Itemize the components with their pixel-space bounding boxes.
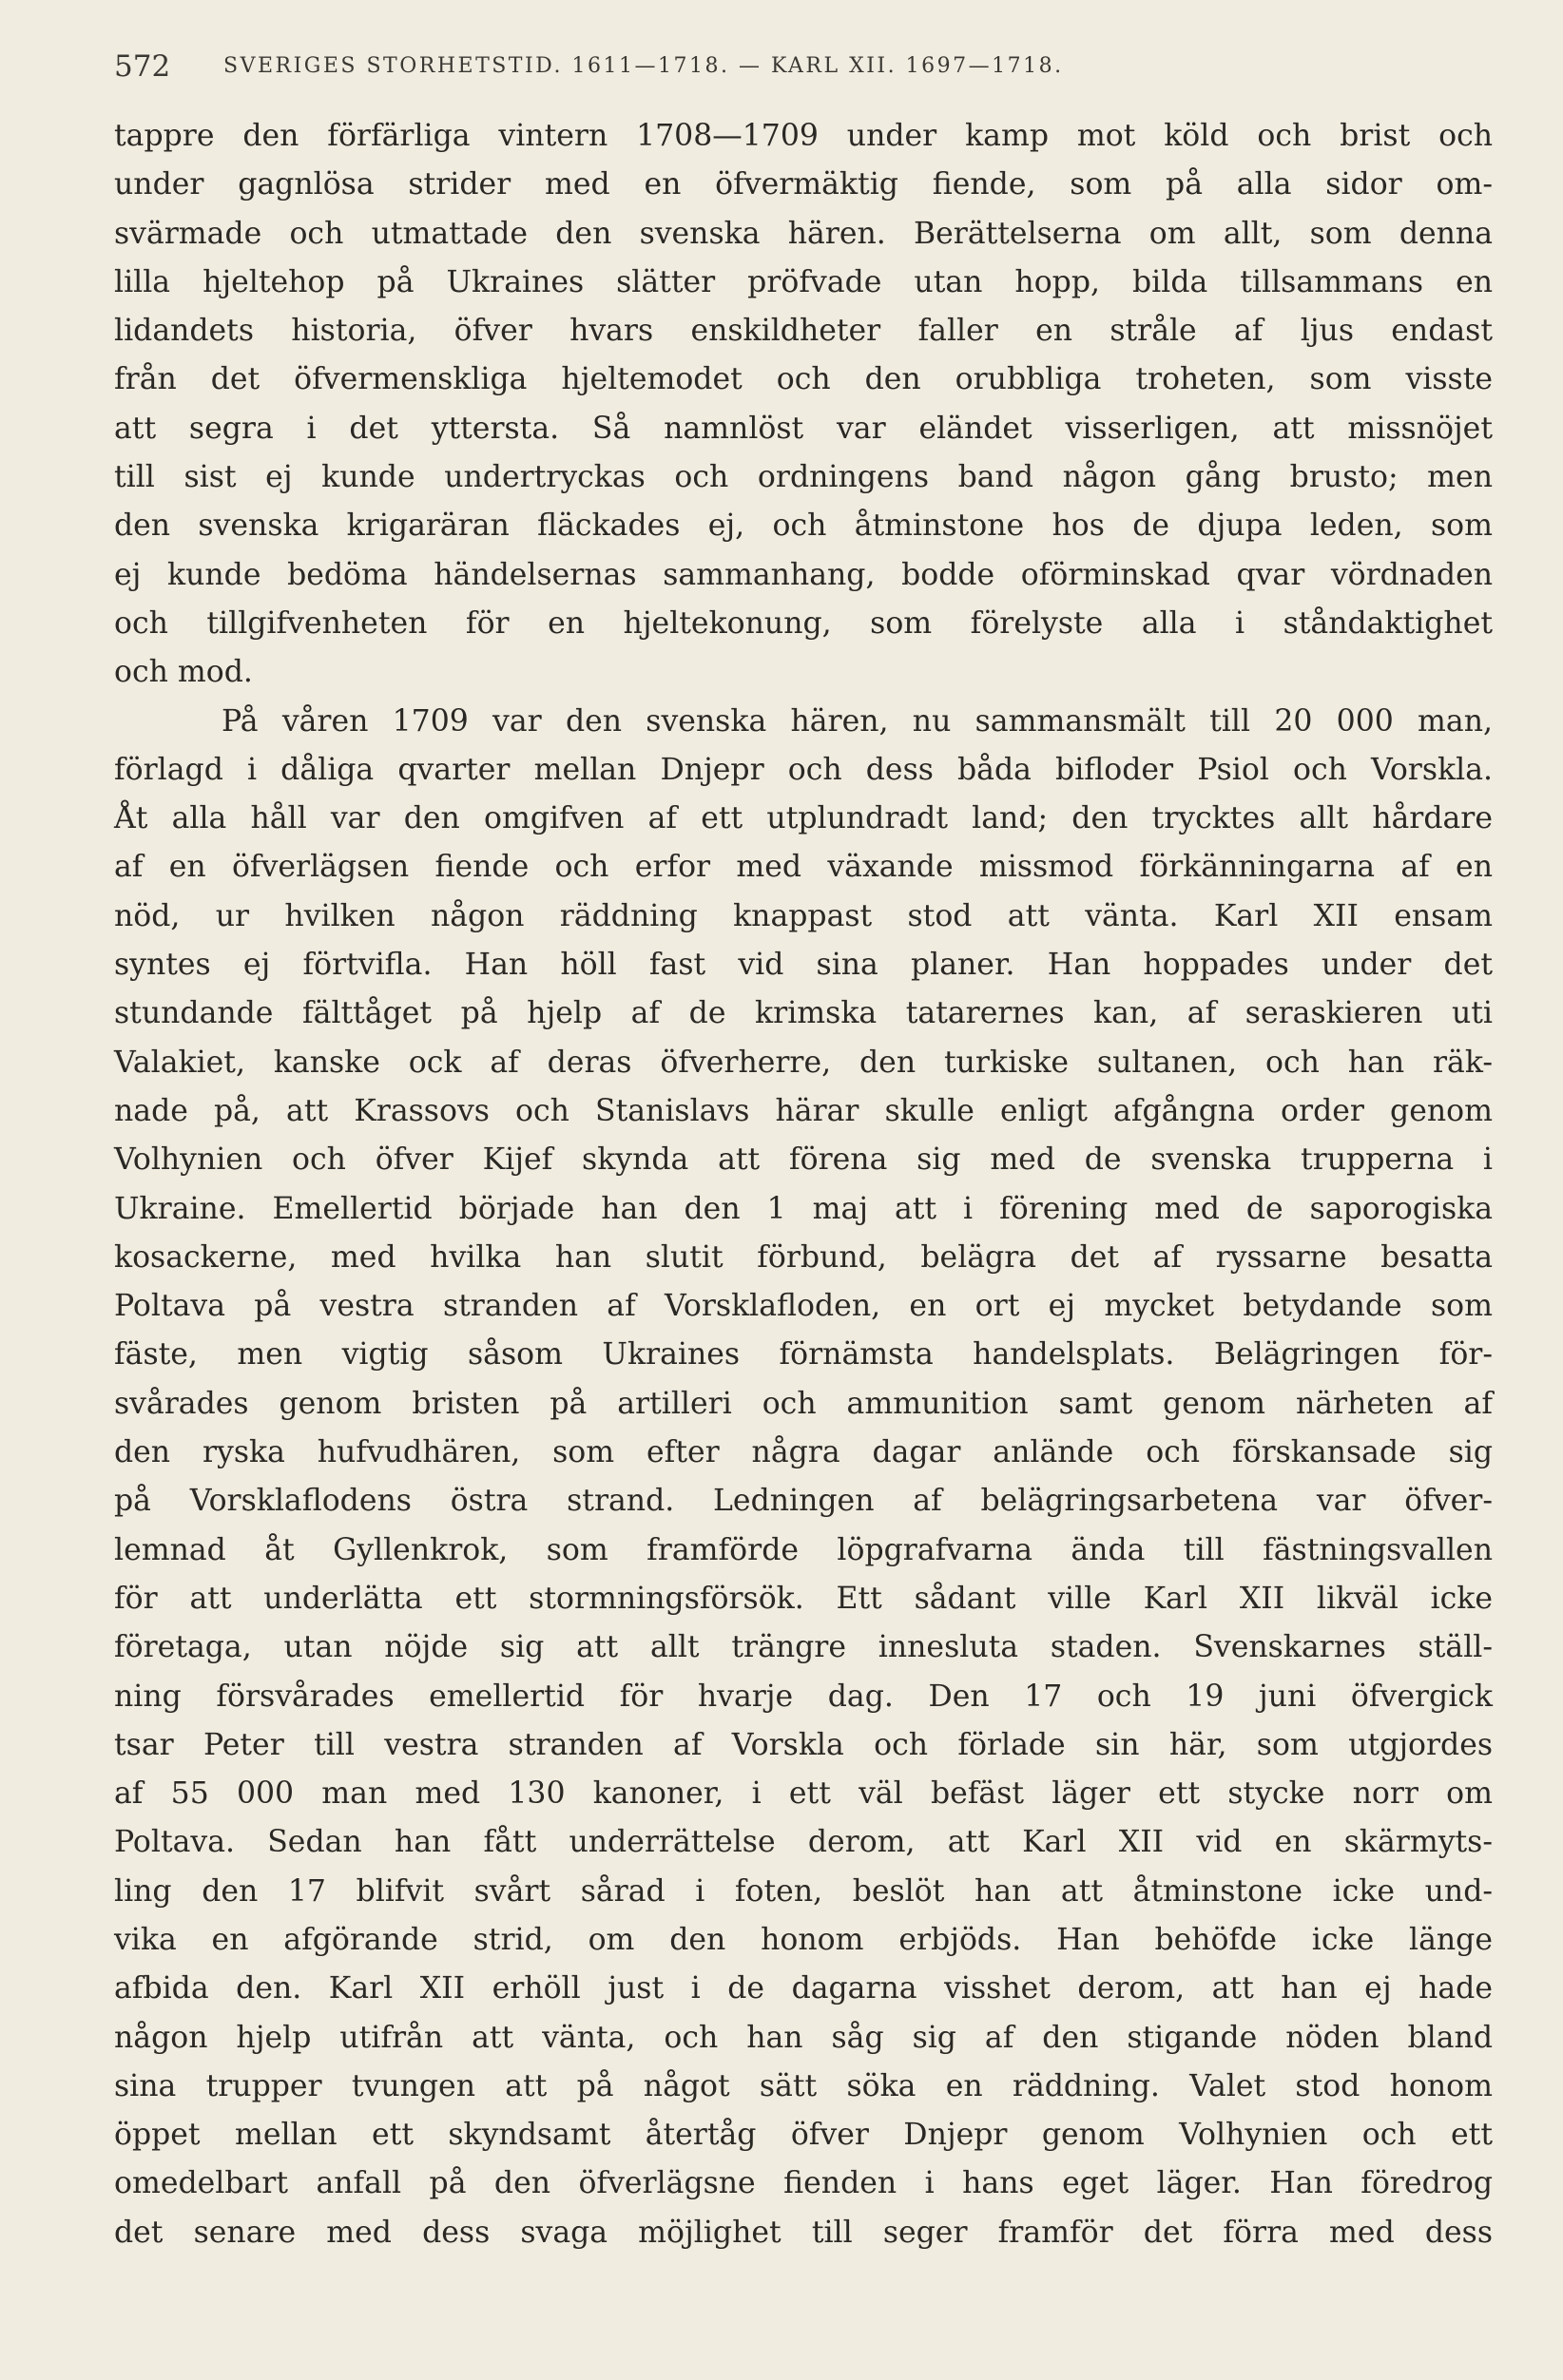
paragraph-end-line: och mod.: [114, 655, 253, 690]
text-line: lemnad åt Gyllenkrok, som framförde löpgrafvarna ända till fästningsvallen: [114, 1532, 1493, 1567]
text-line: lilla hjeltehop på Ukraines slätter pröfvade utan hopp, bilda tillsammans en: [114, 264, 1493, 299]
text-line: under gagnlösa strider med en öfvermäktig fiende, som på alla sidor om-: [114, 167, 1493, 202]
running-title: SVERIGES STORHETSTID. 1611—1718. — KARL XII. 1697—1718.: [223, 54, 1064, 78]
text-line: nöd, ur hvilken någon räddning knappast stod att vänta. Karl XII ensam: [114, 898, 1493, 933]
text-line: syntes ej förtvifla. Han höll fast vid sina planer. Han hoppades under det: [114, 948, 1493, 983]
text-line: någon hjelp utifrån att vänta, och han såg sig af den stigande nöden bland: [114, 2020, 1493, 2055]
text-line: Poltava på vestra stranden af Vorsklafloden, en ort ej mycket betydande som: [114, 1289, 1493, 1324]
text-line: ning försvårades emellertid för hvarje dag. Den 17 och 19 juni öfvergick: [114, 1679, 1493, 1714]
text-line: sina trupper tvungen att på något sätt söka en räddning. Valet stod honom: [114, 2068, 1493, 2103]
text-line: från det öfvermenskliga hjeltemodet och den orubbliga troheten, som visste: [114, 362, 1493, 397]
text-line: öppet mellan ett skyndsamt återtåg öfver Dnjepr genom Volhynien och ett: [114, 2118, 1493, 2153]
page-number: 572: [114, 49, 171, 84]
text-line: den svenska krigaräran fläckades ej, och åtminstone hos de djupa leden, som: [114, 509, 1493, 544]
text-line: Volhynien och öfver Kijef skynda att förena sig med de svenska trupperna i: [114, 1142, 1493, 1178]
text-line: af en öfverlägsen fiende och erfor med växande missmod förkänningarna af en: [114, 850, 1493, 885]
text-line: Åt alla håll var den omgifven af ett utplundradt land; den trycktes allt hårdare: [114, 801, 1493, 836]
text-line: den ryska hufvudhären, som efter några dagar anlände och förskansade sig: [114, 1435, 1493, 1470]
text-line: och tillgifvenheten för en hjeltekonung, som förelyste alla i ståndaktighet: [114, 605, 1493, 641]
text-line: svårades genom bristen på artilleri och ammunition samt genom närheten af: [114, 1386, 1493, 1421]
text-line: lidandets historia, öfver hvars enskildheter faller en stråle af ljus endast: [114, 314, 1493, 349]
text-line: tsar Peter till vestra stranden af Vorskla och förlade sin här, som utgjordes: [114, 1727, 1493, 1762]
text-line: fäste, men vigtig såsom Ukraines förnämsta handelsplats. Belägringen för-: [114, 1337, 1493, 1372]
text-line: på Vorsklaflodens östra strand. Ledningen af belägringsarbetena var öfver-: [114, 1484, 1493, 1519]
text-line: att segra i det yttersta. Så namnlöst var eländet visserligen, att missnöjet: [114, 411, 1493, 446]
text-line: ling den 17 blifvit svårt sårad i foten, beslöt han att åtminstone icke und-: [114, 1873, 1493, 1909]
text-line: ej kunde bedöma händelsernas sammanhang, bodde oförminskad qvar vördnaden: [114, 557, 1493, 592]
text-line: svärmade och utmattade den svenska hären. Berättelserna om allt, som denna: [114, 216, 1493, 251]
text-line: Poltava. Sedan han fått underrättelse derom, att Karl XII vid en skärmyts-: [114, 1825, 1493, 1860]
text-line: vika en afgörande strid, om den honom erbjöds. Han behöfde icke länge: [114, 1922, 1493, 1957]
body-text: [114, 112, 1493, 2257]
text-line: det senare med dess svaga möjlighet till seger framför det förra med dess: [114, 2215, 1493, 2250]
paragraph-start-line: På våren 1709 var den svenska hären, nu sammansmält till 20 000 man,: [222, 703, 1493, 739]
text-line: Ukraine. Emellertid började han den 1 maj att i förening med de saporogiska: [114, 1191, 1493, 1226]
text-line: kosackerne, med hvilka han slutit förbund, belägra det af ryssarne besatta: [114, 1239, 1493, 1275]
page-header: [114, 49, 1493, 87]
text-line: förlagd i dåliga qvarter mellan Dnjepr och dess båda bifloder Psiol och Vorskla.: [114, 752, 1493, 787]
text-line: tappre den förfärliga vintern 1708—1709 under kamp mot köld och brist och: [114, 119, 1493, 153]
text-line: till sist ej kunde undertryckas och ordningens band någon gång brusto; men: [114, 460, 1493, 495]
text-line: af 55 000 man med 130 kanoner, i ett väl befäst läger ett stycke norr om: [114, 1776, 1493, 1812]
text-line: för att underlätta ett stormningsförsök. Ett sådant ville Karl XII likväl icke: [114, 1581, 1493, 1616]
text-line: stundande fälttåget på hjelp af de krimska tatarernes kan, af seraskieren uti: [114, 996, 1493, 1031]
text-line: företaga, utan nöjde sig att allt trängre innesluta staden. Svenskarnes ställ-: [114, 1630, 1493, 1665]
text-line: omedelbart anfall på den öfverlägsne fienden i hans eget läger. Han föredrog: [114, 2166, 1493, 2201]
text-line: nade på, att Krassovs och Stanislavs härar skulle enligt afgångna order genom: [114, 1093, 1493, 1128]
text-line: Valakiet, kanske ock af deras öfverherre, den turkiske sultanen, och han räk-: [114, 1045, 1493, 1080]
text-line: afbida den. Karl XII erhöll just i de dagarna visshet derom, att han ej hade: [114, 1971, 1493, 2006]
